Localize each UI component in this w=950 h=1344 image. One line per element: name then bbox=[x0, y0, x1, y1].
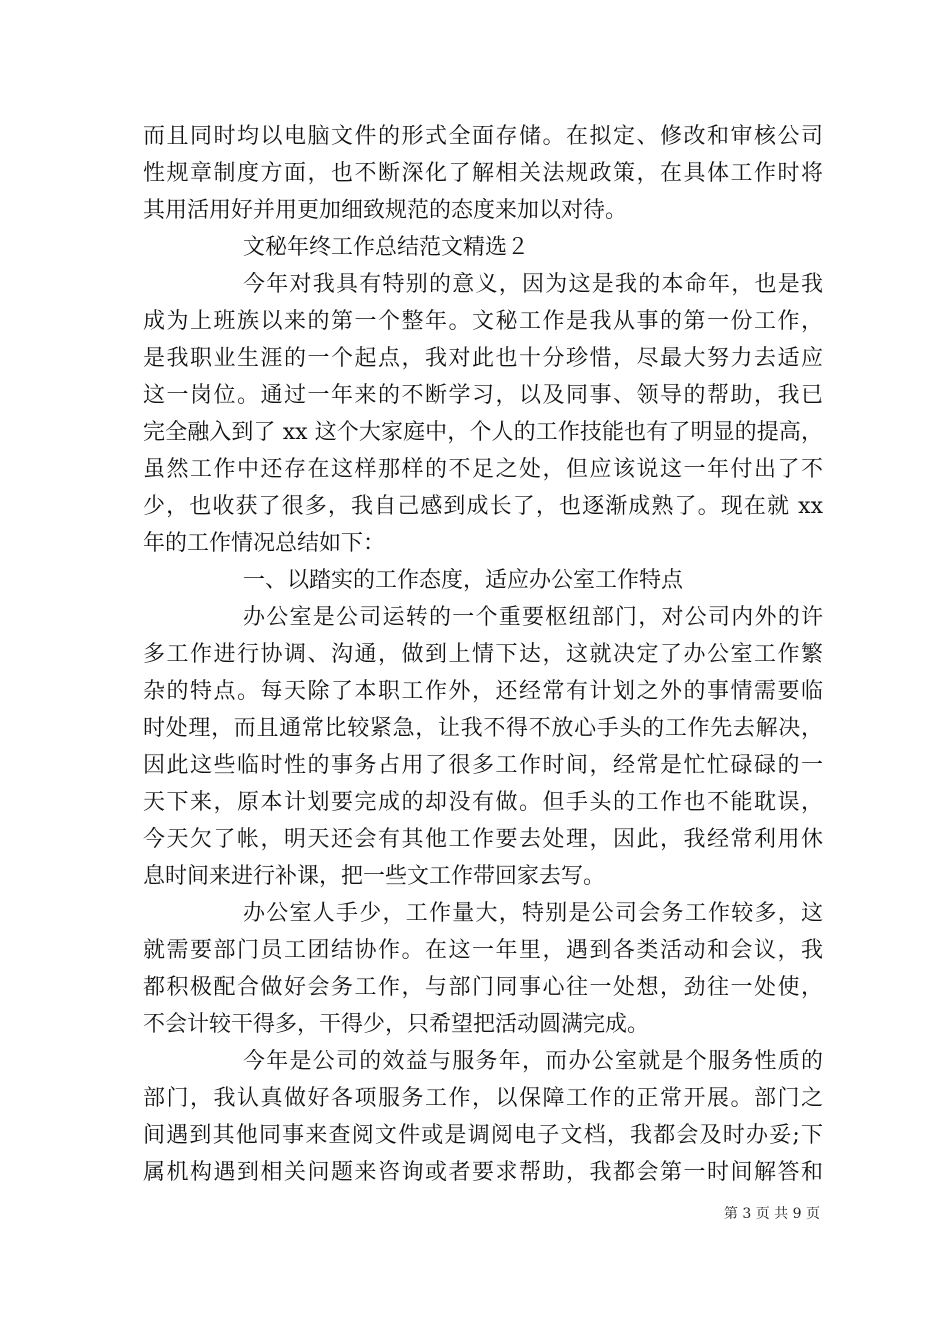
text-line-20: 今天欠了帐，明天还会有其他工作要去处理，因此，我经常利用休 bbox=[143, 827, 823, 852]
text-line-1: 而且同时均以电脑文件的形式全面存储。在拟定、修改和审核公司 bbox=[143, 124, 823, 149]
text-line-22: 办公室人手少，工作量大，特别是公司会务工作较多，这 bbox=[243, 901, 823, 926]
text-line-3: 其用活用好并用更加细致规范的态度来加以对待。 bbox=[143, 198, 628, 223]
text-line-17: 时处理，而且通常比较紧急，让我不得不放心手头的工作先去解决， bbox=[143, 716, 823, 741]
text-line-5: 今年对我具有特别的意义，因为这是我的本命年，也是我 bbox=[243, 272, 823, 297]
text-line-12: 年的工作情况总结如下： bbox=[143, 531, 386, 556]
text-line-8: 这一岗位。通过一年来的不断学习，以及同事、领导的帮助，我已 bbox=[143, 383, 823, 408]
text-line-14: 办公室是公司运转的一个重要枢纽部门，对公司内外的许 bbox=[243, 605, 823, 630]
text-line-9: 完全融入到了 xx 这个大家庭中，个人的工作技能也有了明显的提高， bbox=[143, 420, 823, 445]
text-line-27: 部门，我认真做好各项服务工作，以保障工作的正常开展。部门之 bbox=[143, 1086, 823, 1111]
text-line-21: 息时间来进行补课，把一些文工作带回家去写。 bbox=[143, 864, 606, 889]
text-line-23: 就需要部门员工团结协作。在这一年里，遇到各类活动和会议，我 bbox=[143, 938, 823, 963]
text-line-18: 因此这些临时性的事务占用了很多工作时间，经常是忙忙碌碌的一 bbox=[143, 753, 823, 778]
text-line-11: 少，也收获了很多，我自己感到成长了，也逐渐成熟了。现在就 xx bbox=[143, 494, 823, 519]
text-line-24: 都积极配合做好会务工作，与部门同事心往一处想，劲往一处使， bbox=[143, 975, 823, 1000]
text-line-26: 今年是公司的效益与服务年，而办公室就是个服务性质的 bbox=[243, 1049, 823, 1074]
text-line-28: 间遇到其他同事来查阅文件或是调阅电子文档，我都会及时办妥;下 bbox=[143, 1123, 823, 1148]
text-line-29: 属机构遇到相关问题来咨询或者要求帮助，我都会第一时间解答和 bbox=[143, 1160, 823, 1185]
text-line-6: 成为上班族以来的第一个整年。文秘工作是我从事的第一份工作， bbox=[143, 309, 823, 334]
text-line-19: 天下来，原本计划要完成的却没有做。但手头的工作也不能耽误， bbox=[143, 790, 823, 815]
text-line-25: 不会计较干得多，干得少，只希望把活动圆满完成。 bbox=[143, 1012, 650, 1037]
page-number-footer: 第 3 页 共 9 页 bbox=[723, 1206, 820, 1222]
section-title: 文秘年终工作总结范文精选２ bbox=[243, 235, 530, 260]
text-line-16: 杂的特点。每天除了本职工作外，还经常有计划之外的事情需要临 bbox=[143, 679, 823, 704]
text-line-7: 是我职业生涯的一个起点，我对此也十分珍惜，尽最大努力去适应 bbox=[143, 346, 823, 371]
text-line-2: 性规章制度方面，也不断深化了解相关法规政策，在具体工作时将 bbox=[143, 161, 823, 186]
text-line-10: 虽然工作中还存在这样那样的不足之处，但应该说这一年付出了不 bbox=[143, 457, 823, 482]
subsection-heading: 一、以踏实的工作态度，适应办公室工作特点 bbox=[243, 568, 684, 593]
text-line-15: 多工作进行协调、沟通，做到上情下达，这就决定了办公室工作繁 bbox=[143, 642, 823, 667]
